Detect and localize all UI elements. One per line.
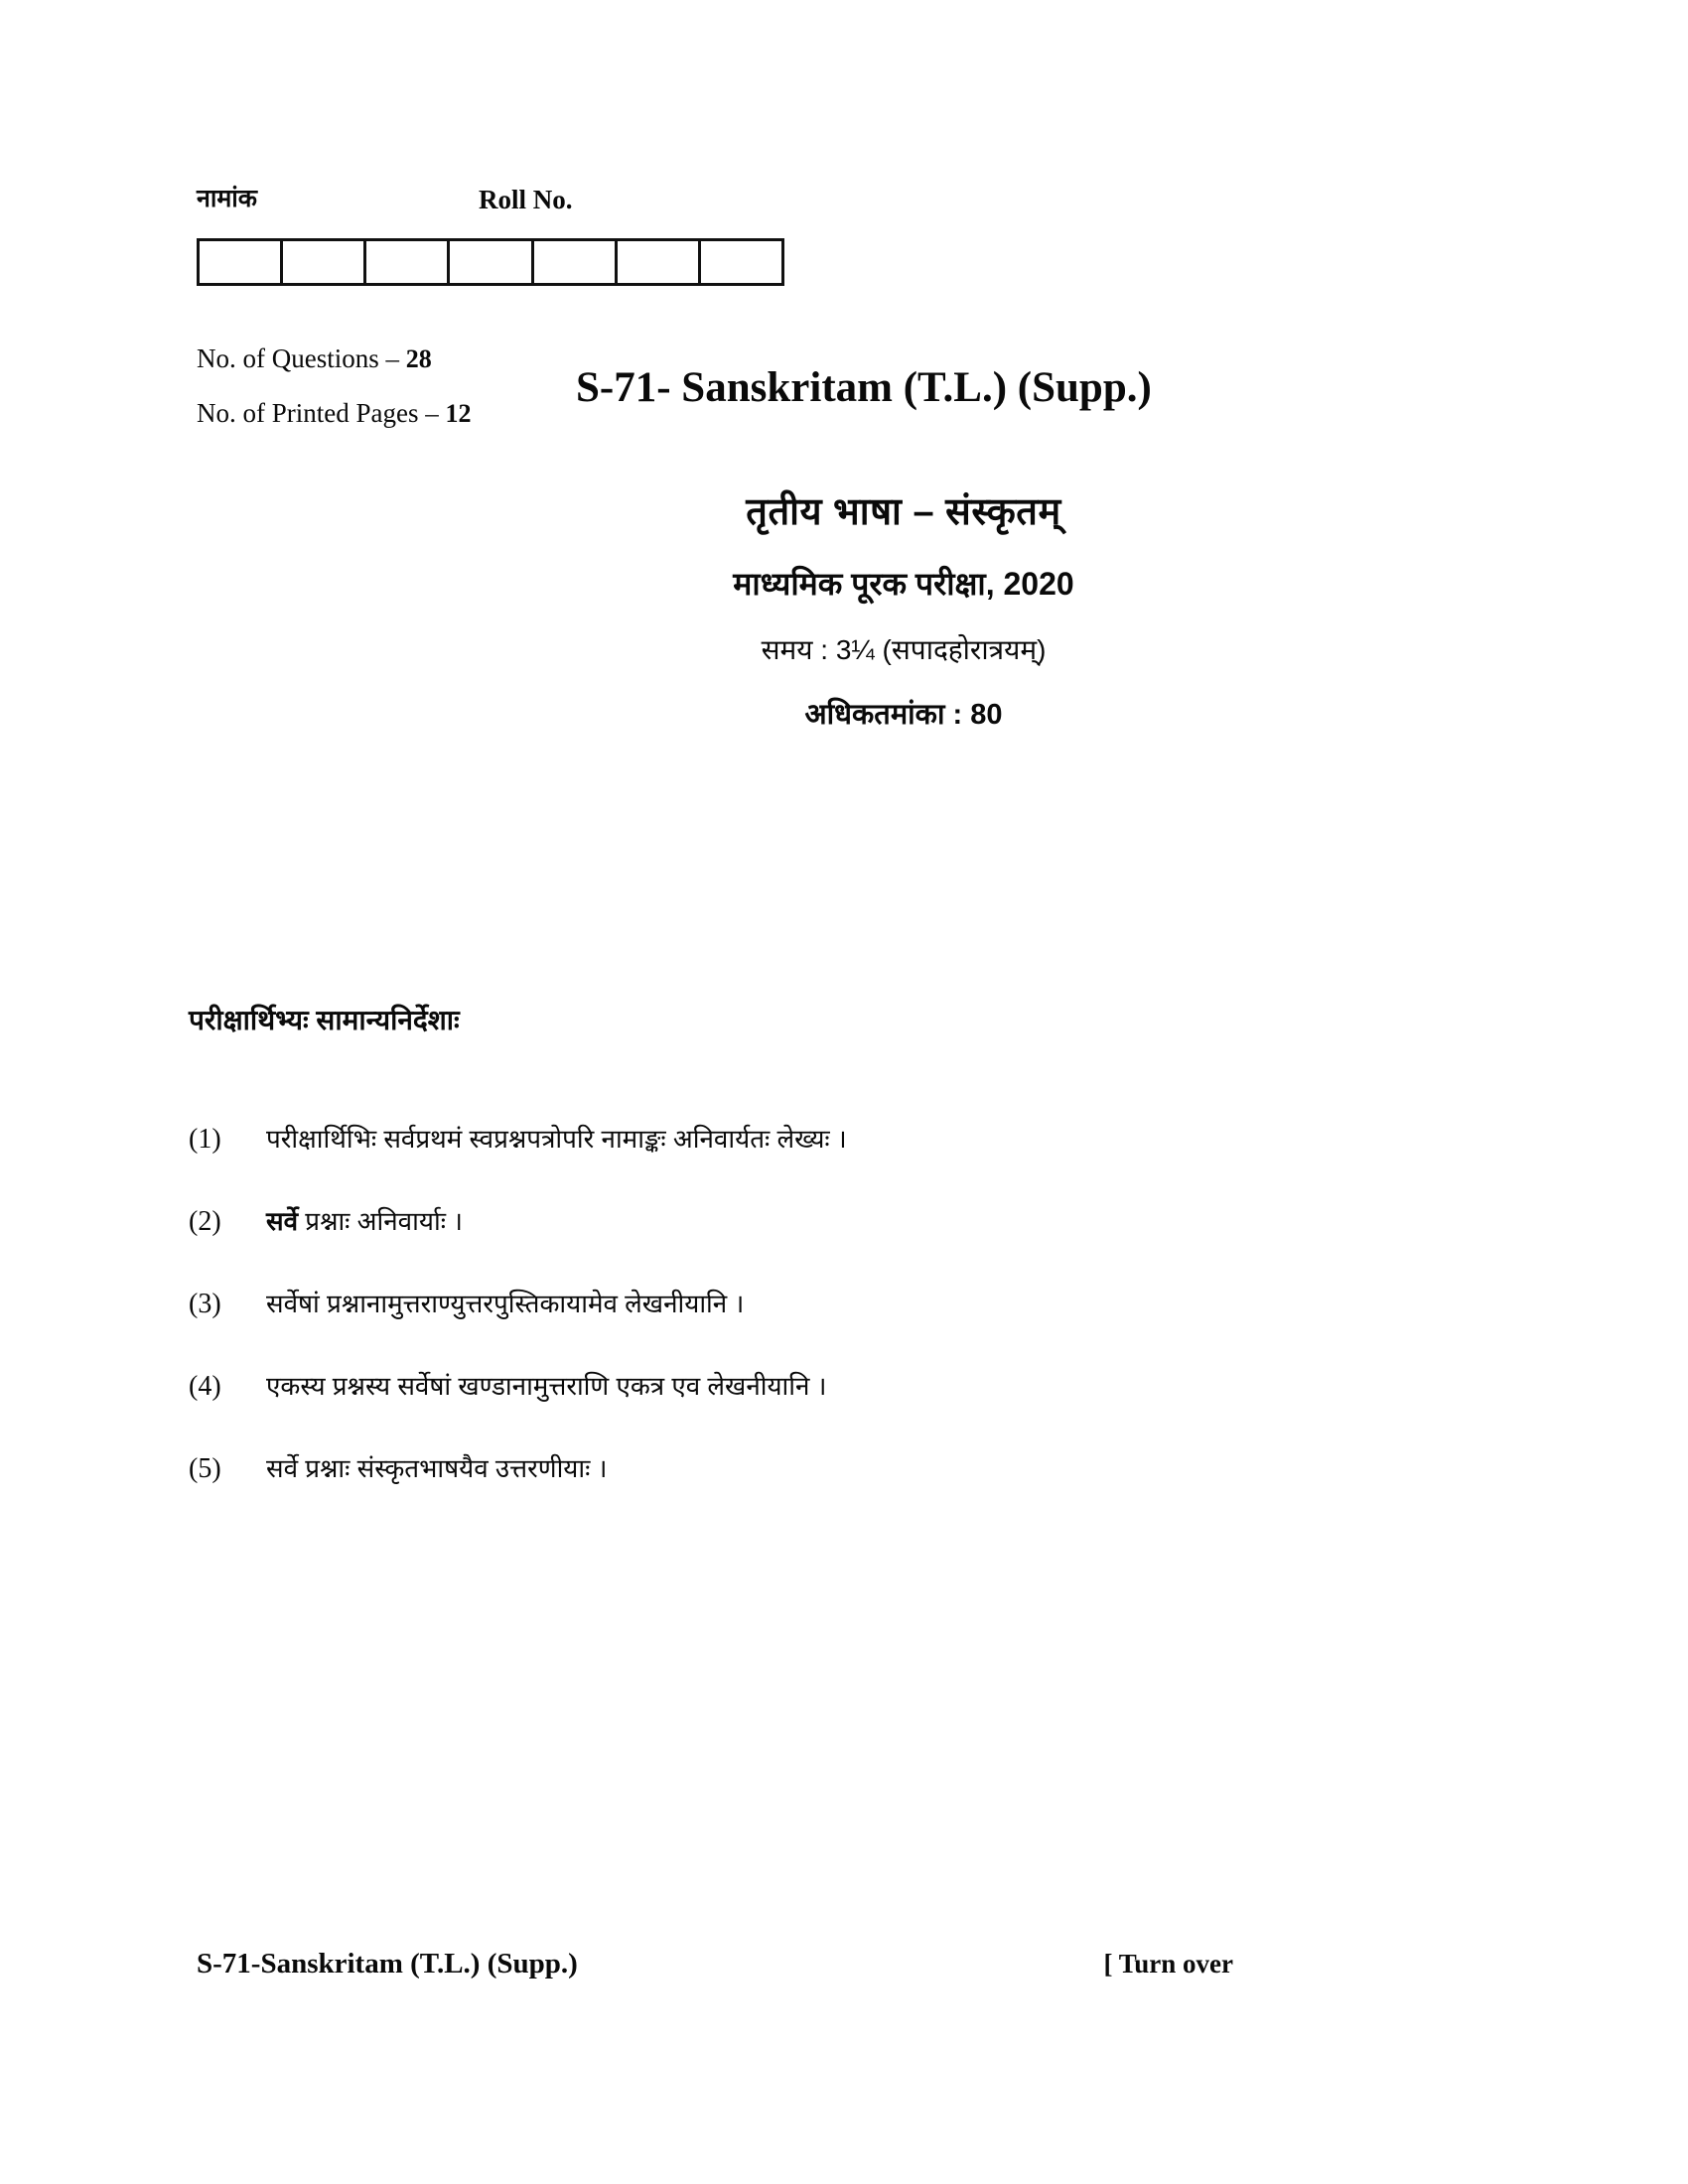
roll-number-cell[interactable] — [200, 241, 283, 283]
number-of-pages-value: 12 — [445, 399, 472, 428]
maximum-marks: अधिकतमांका : 80 — [804, 699, 1003, 731]
instruction-item — [189, 1204, 1499, 1242]
instruction-text — [266, 1369, 827, 1404]
roll-number-cell[interactable] — [283, 241, 366, 283]
roll-number-label-devanagari: नामांक — [197, 185, 257, 212]
number-of-pages-line — [197, 386, 471, 441]
general-instructions-list — [189, 1122, 1499, 1534]
instruction-item — [189, 1287, 1499, 1324]
exam-title-block — [0, 484, 1688, 733]
instruction-item — [189, 1369, 1499, 1407]
instruction-text — [266, 1451, 607, 1486]
footer-paper-code: S-71-Sanskritam (T.L.) (Supp.) — [197, 1948, 578, 1979]
roll-number-cell[interactable] — [366, 241, 450, 283]
roll-number-cell[interactable] — [701, 241, 784, 283]
instruction-number: (4) — [189, 1371, 221, 1402]
instruction-body: प्रश्नाः अनिवार्याः । — [298, 1206, 464, 1236]
roll-number-block — [197, 185, 792, 224]
instruction-body: परीक्षार्थिभिः सर्वप्रथमं स्वप्रश्नपत्रोपरि नामाङ्कः अनिवार्यतः लेख्यः । — [266, 1124, 847, 1154]
instruction-text — [266, 1122, 847, 1157]
exam-duration: समय : 3¼ (सपादहोरात्रयम्) — [761, 634, 1047, 665]
footer-turn-over: [ Turn over — [1103, 1949, 1233, 1979]
subject-title: तृतीय भाषा – संस्कृतम् — [746, 491, 1061, 533]
number-of-questions-value: 28 — [405, 344, 432, 373]
instruction-body: एकस्य प्रश्नस्य सर्वेषां खण्डानामुत्तराणि एकत्र एव लेखनीयानि । — [266, 1371, 827, 1401]
paper-meta-info — [197, 332, 471, 441]
number-of-questions-line — [197, 332, 471, 386]
roll-number-grid[interactable] — [197, 238, 784, 286]
roll-number-cell[interactable] — [450, 241, 533, 283]
instruction-number: (1) — [189, 1124, 221, 1155]
instruction-body: सर्वेषां प्रश्नानामुत्तराण्युत्तरपुस्तिकायामेव लेखनीयानि । — [266, 1289, 745, 1318]
roll-number-cell[interactable] — [534, 241, 618, 283]
instruction-number: (2) — [189, 1206, 221, 1237]
roll-number-labels — [197, 185, 792, 224]
instruction-item — [189, 1122, 1499, 1160]
number-of-questions-label: No. of Questions – — [197, 343, 406, 373]
instruction-number: (5) — [189, 1453, 221, 1484]
number-of-pages-label: No. of Printed Pages – — [197, 398, 446, 428]
instruction-text — [266, 1204, 463, 1239]
exam-name-and-year: माध्यमिक पूरक परीक्षा, 2020 — [733, 566, 1074, 602]
roll-number-cell[interactable] — [618, 241, 701, 283]
page-footer — [197, 1948, 1491, 1980]
instruction-number: (3) — [189, 1289, 221, 1319]
instruction-text — [266, 1287, 744, 1321]
instruction-body: सर्वे प्रश्नाः संस्कृतभाषयैव उत्तरणीयाः । — [266, 1453, 608, 1483]
instruction-bold-prefix: सर्वे — [266, 1206, 299, 1236]
instruction-item — [189, 1451, 1499, 1489]
general-instructions-heading: परीक्षार्थिभ्यः सामान्यनिर्देशाः — [189, 1005, 460, 1035]
paper-code-title: S-71- Sanskritam (T.L.) (Supp.) — [576, 364, 1152, 411]
roll-number-label-english: Roll No. — [479, 185, 573, 214]
